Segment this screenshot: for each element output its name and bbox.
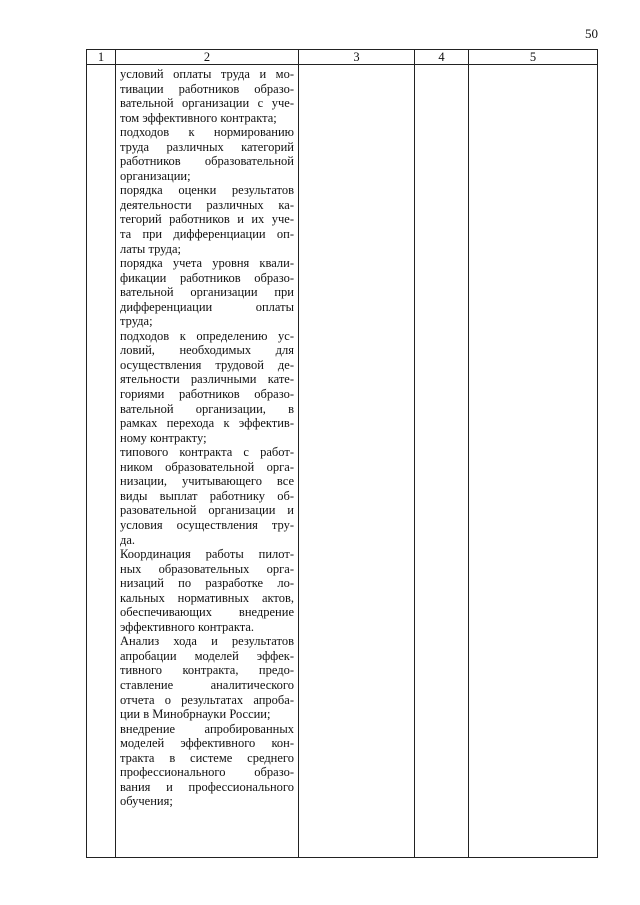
text-line: эффективного контракта. — [120, 619, 255, 634]
column-header-5: 5 — [469, 50, 598, 65]
text-line: моделей эффективного кон- — [120, 736, 294, 751]
text-line: Координация работы пилот- — [120, 547, 294, 562]
text-line: кальных нормативных актов, — [120, 590, 294, 605]
text-line: типового контракта с работ- — [120, 445, 294, 460]
text-line: ции в Минобрнауки России; — [120, 707, 271, 722]
column-2-text — [120, 67, 294, 809]
text-line: тегорий работников и их уче- — [120, 212, 294, 227]
text-line: виды выплат работнику об- — [120, 488, 294, 503]
text-line: обеспечивающих внедрение — [120, 605, 294, 620]
text-line: работников образовательной — [120, 154, 294, 169]
column-header-1: 1 — [87, 50, 116, 65]
text-line: ному контракту; — [120, 430, 207, 445]
text-line: условия осуществления тру- — [120, 517, 294, 532]
text-line: организации; — [120, 168, 191, 183]
text-line: низации, учитывающего все — [120, 474, 294, 489]
document-table — [86, 49, 598, 858]
text-line: подходов к определению ус- — [120, 328, 294, 343]
text-line: порядка оценки результатов — [120, 183, 294, 198]
text-line: латы труда; — [120, 241, 181, 256]
text-line: подходов к нормированию — [120, 125, 294, 140]
text-line: та при дифференциации оп- — [120, 227, 294, 242]
text-line: гориями работников образо- — [120, 387, 294, 402]
column-header-2: 2 — [116, 50, 299, 65]
text-line: том эффективного контракта; — [120, 110, 277, 125]
cell-col-3 — [299, 65, 415, 858]
text-line: внедрение апробированных — [120, 721, 294, 736]
text-line: ником образовательной орга- — [120, 459, 294, 474]
text-line: обучения; — [120, 794, 173, 809]
text-line: Анализ хода и результатов — [120, 634, 294, 649]
text-line: ных образовательных орга- — [120, 561, 294, 576]
page-number: 50 — [585, 26, 598, 41]
text-line: условий оплаты труда и мо- — [120, 67, 294, 81]
text-line: да. — [120, 532, 136, 547]
text-line: рамках перехода к эффектив- — [120, 416, 294, 431]
text-line: низаций по разработке ло- — [120, 576, 294, 591]
text-line: вательной организации при — [120, 285, 294, 300]
column-header-4: 4 — [415, 50, 469, 65]
cell-col-1 — [87, 65, 116, 858]
text-line: труда; — [120, 314, 153, 329]
text-line: отчета о результатах апроба- — [120, 692, 294, 707]
text-line: апробации моделей эффек- — [120, 648, 294, 663]
text-line: ставление аналитического — [120, 677, 294, 692]
text-line: труда различных категорий — [120, 139, 294, 154]
text-line: ятельности различными кате- — [120, 372, 294, 387]
column-header-3: 3 — [299, 50, 415, 65]
cell-col-2 — [116, 65, 299, 858]
text-line: осуществления трудовой де- — [120, 357, 294, 372]
text-line: порядка учета уровня квали- — [120, 256, 294, 271]
text-line: вательной организации с уче- — [120, 96, 294, 111]
text-line: разовательной организации и — [120, 503, 294, 518]
cell-col-5 — [469, 65, 598, 858]
text-line: профессионального образо- — [120, 765, 294, 780]
text-line: ловий, необходимых для — [120, 343, 294, 358]
text-line: вательной организации, в — [120, 401, 294, 416]
text-line: тивации работников образо- — [120, 81, 294, 96]
text-line: дифференциации оплаты — [120, 299, 294, 314]
text-line: вания и профессионального — [120, 779, 294, 794]
header-row — [87, 50, 598, 65]
text-line: тракта в системе среднего — [120, 750, 294, 765]
text-line: деятельности различных ка- — [120, 197, 294, 212]
cell-col-4 — [415, 65, 469, 858]
text-line: фикации работников образо- — [120, 270, 294, 285]
table-row — [87, 65, 598, 858]
text-line: тивного контракта, предо- — [120, 663, 294, 678]
